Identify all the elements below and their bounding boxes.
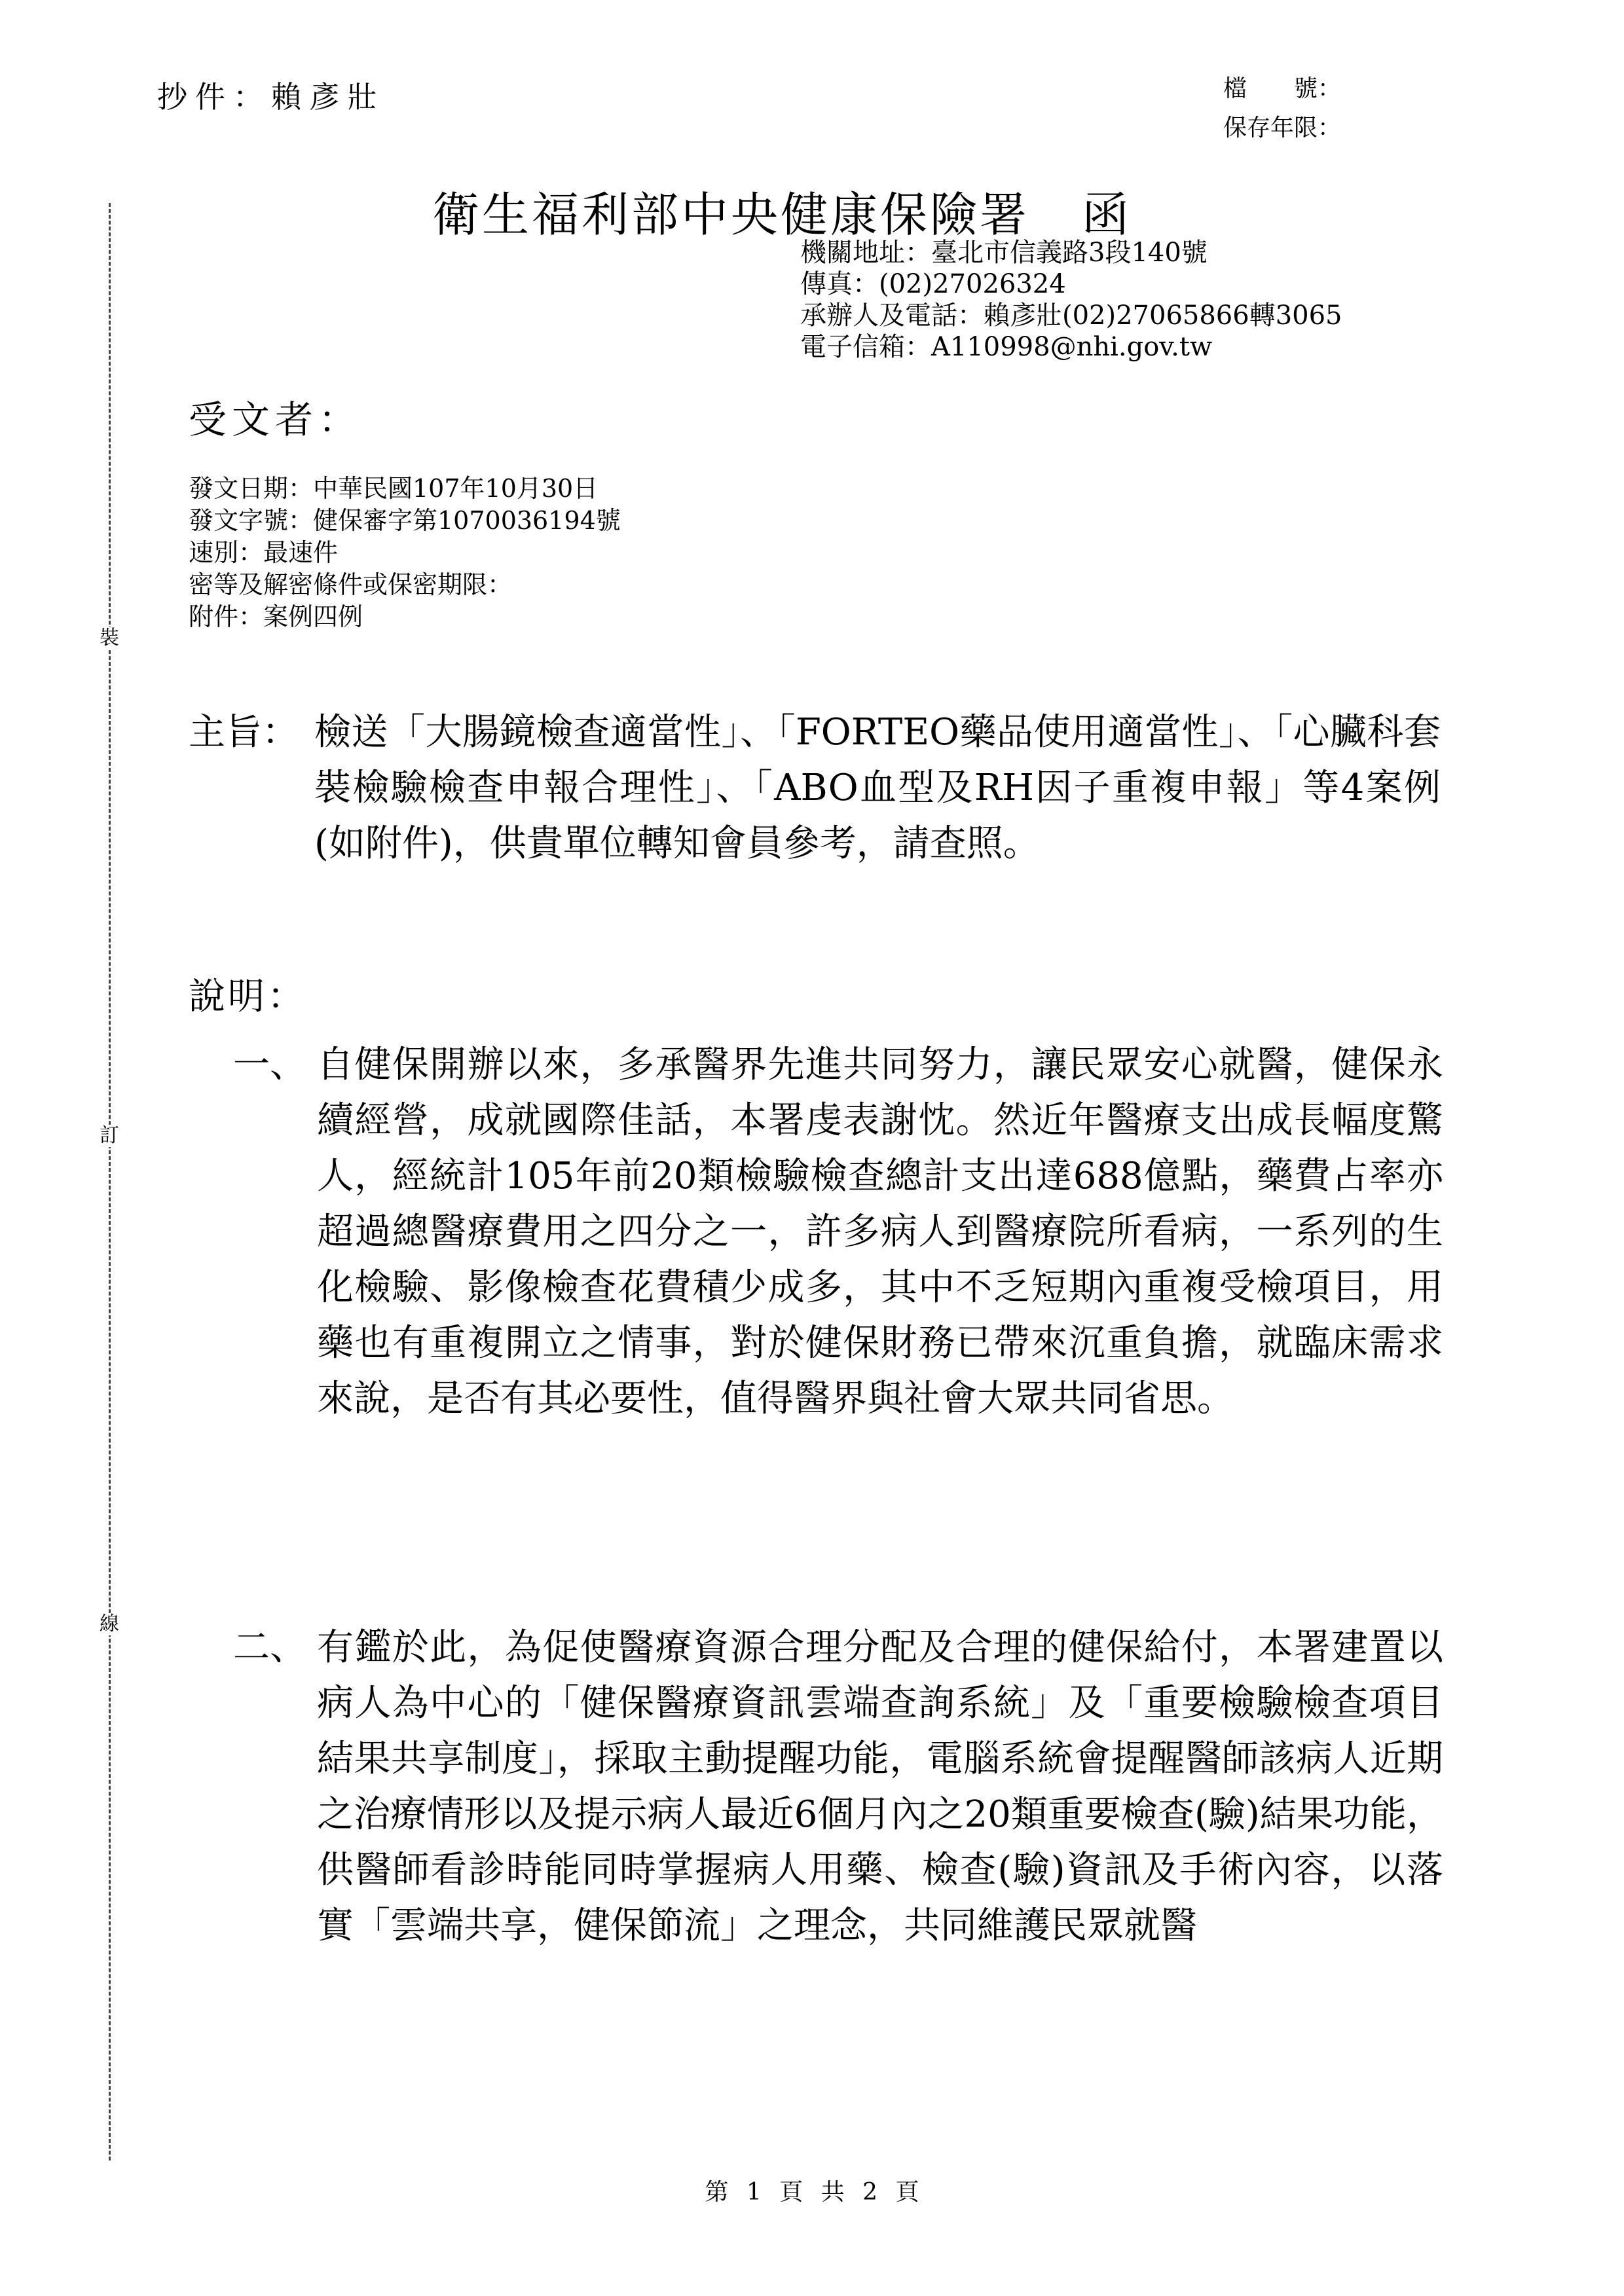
issue-secrecy: 密等及解密條件或保密期限：: [189, 570, 513, 599]
agency-info: [800, 237, 1342, 363]
issue-date: 發文日期：中華民國107年10月30日: [189, 474, 599, 503]
explanation-item-2-number: 二、: [233, 1626, 306, 1669]
issue-speed: 速別：最速件: [189, 538, 339, 567]
agency-fax: 傳真：(02)27026324: [800, 269, 1066, 299]
document-type: 函: [1082, 187, 1132, 242]
agency-name: 衛生福利部中央健康保險署: [432, 187, 1030, 242]
explanation-label: 說明：: [189, 975, 306, 1018]
explanation-item-1: [233, 1037, 1449, 1607]
issue-attachment: 附件：案例四例: [189, 602, 363, 631]
agency-email: 電子信箱：A110998@nhi.gov.tw: [800, 332, 1213, 362]
explanation-item-1-number: 一、: [233, 1044, 306, 1086]
issue-number: 發文字號：健保審字第1070036194號: [189, 506, 621, 535]
explanation-item-2-text: 有鑑於此，為促使醫療資源合理分配及合理的健保給付，本署建置以病人為中心的「健保醫療資訊雲端查詢系統」及「重要檢驗檢查項目結果共享制度」，採取主動提醒功能，電腦系統會提醒醫師該病人近期之治療情形以及提示病人最近6個月內之20類重要檢查(驗)結果功能，供醫師看診時能同時掌握病人用藥、檢查(驗)資訊及手術內容，以落實「雲端共享，健保節流」之理念，共同維護民眾就醫: [317, 1626, 1443, 1947]
document-title: [432, 177, 1132, 245]
binding-mark-ding: 訂: [100, 1124, 119, 1147]
binding-line: [109, 203, 111, 2160]
retention-period-label: 保存年限：: [1223, 115, 1342, 141]
explanation-item-2: [233, 1620, 1449, 2130]
explanation-item-1-text: 自健保開辦以來，多承醫界先進共同努力，讓民眾安心就醫，健保永續經營，成就國際佳話，本署虔表謝忱。然近年醫療支出成長幅度驚人，經統計105年前20類檢驗檢查總計支出達688億點，藥費占率亦超過總醫療費用之四分之一，許多病人到醫療院所看病，一系列的生化檢驗、影像檢查花費積少成多，其中不乏短期內重複受檢項目，用藥也有重複開立之情事，對於健保財務已帶來沉重負擔，就臨床需求來說，是否有其必要性，值得醫界與社會大眾共同省思。: [317, 1044, 1443, 1420]
subject-paragraph: [189, 704, 1446, 940]
recipient-label: 受文者：: [189, 397, 362, 442]
copy-to-line: 抄件：賴彥壯: [157, 79, 385, 115]
binding-mark-zhuang: 裝: [100, 627, 119, 649]
agency-contact: 承辦人及電話：賴彥壯(02)27065866轉3065: [800, 301, 1342, 331]
file-meta: [1223, 69, 1341, 148]
subject-label: 主旨：: [189, 711, 299, 754]
page-number: 第 1 頁 共 2 頁: [705, 2179, 919, 2206]
file-number-label: 檔 號：: [1223, 75, 1342, 102]
subject-text: 檢送「大腸鏡檢查適當性」、「FORTEO藥品使用適當性」、「心臟科套裝檢驗檢查申報合理性」、「ABO血型及RH因子重複申報」等4案例(如附件)，供貴單位轉知會員參考，請查照。: [314, 711, 1441, 865]
agency-address: 機關地址：臺北市信義路3段140號: [800, 238, 1208, 268]
binding-mark-xian: 線: [100, 1613, 119, 1635]
issue-info: [189, 473, 621, 633]
